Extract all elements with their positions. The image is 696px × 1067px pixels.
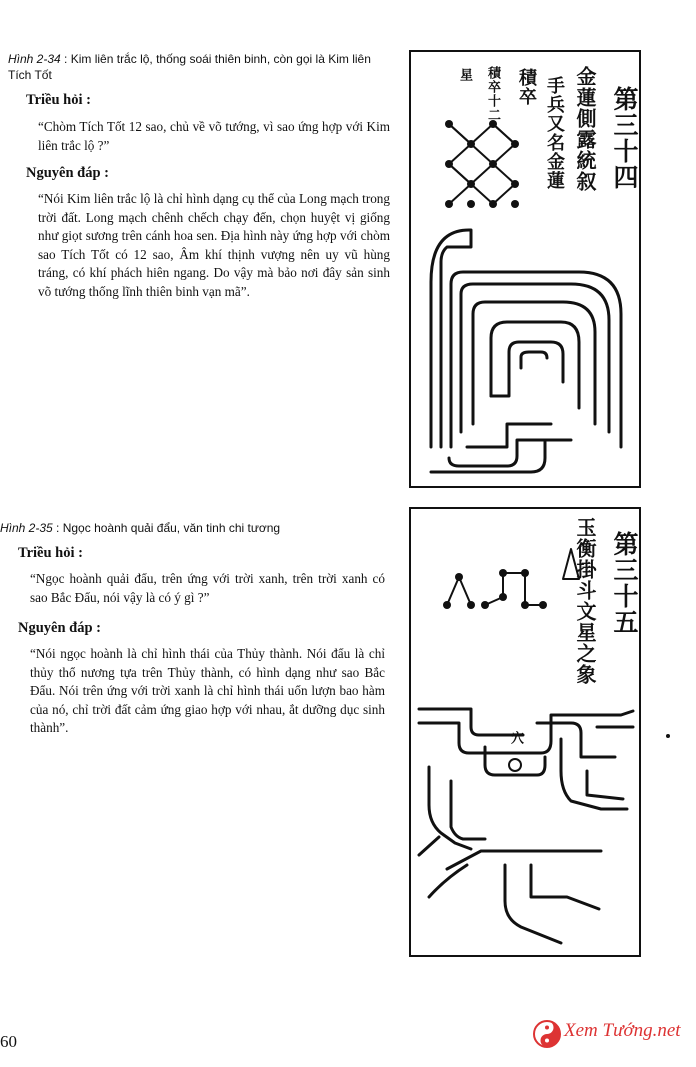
figure-caption-1 — [8, 51, 393, 83]
acupoint-label-2: 穴 — [508, 731, 523, 745]
vertical-title-2: 玉衡掛斗文星之象 — [573, 517, 597, 685]
vertical-title-1c: 積卒 — [516, 68, 537, 106]
site-logo — [530, 1012, 690, 1056]
figure-diagram-1 — [409, 50, 641, 488]
figure-caption-text-1: : Kim liên trắc lộ, thống soái thiên binh, còn gọi là Kim liên Tích Tốt — [8, 52, 371, 82]
page-number: 60 — [0, 1032, 17, 1051]
vertical-title-1b: 手兵又名金蓮 — [544, 76, 565, 190]
question-heading-2: Triều hỏi : — [18, 545, 83, 561]
question-text-2: “Ngọc hoành quải đẩu, trên ứng với trời xanh, trên trời xanh có sao Bắc Đẩu, nói vậy là có ý gì ?” — [30, 571, 385, 605]
site-logo-text: Xem Tướng.net — [564, 1020, 681, 1041]
star-label-1: 星 — [457, 68, 472, 82]
figure-caption-2 — [0, 520, 380, 536]
figure-diagram-2 — [409, 507, 641, 957]
landform-drawing-1 — [411, 52, 639, 486]
question-heading-1: Triều hỏi : — [26, 92, 91, 108]
yin-yang-icon — [532, 1019, 562, 1049]
landform-drawing-2 — [411, 509, 639, 955]
vertical-title-1a: 金蓮側露統叙 — [573, 66, 597, 192]
figure-caption-text-2: : Ngọc hoành quải đẩu, văn tinh chi tương — [56, 521, 281, 535]
figure-label-2: Hình 2-35 — [0, 521, 53, 535]
question-text-1: “Chòm Tích Tốt 12 sao, chủ về võ tướng, vì sao ứng hợp với Kim liên trắc lộ ?” — [38, 119, 390, 153]
answer-heading-2: Nguyên đáp : — [18, 620, 101, 636]
scan-speck — [666, 734, 670, 738]
figure-label-1: Hình 2-34 — [8, 52, 61, 66]
answer-text-2: “Nói ngọc hoành là chỉ hình thái của Thủy thành. Nói đẩu là chỉ thủy thổ nương tựa trên Thủy thành, có hình dạng như sao Bắc Đẩu. Nói trên ứng với trời xanh là chỉ hình thái uốn lượn bao hàm của nó, chỉ trời đất cảm ứng giao hợp với nhau, ắt dưỡng dục sinh thành”. — [30, 646, 385, 736]
answer-heading-1: Nguyên đáp : — [26, 165, 109, 181]
star-label-small-1: 積卒十二 — [485, 66, 500, 122]
answer-text-1: “Nói Kim liên trắc lộ là chỉ hình dạng cụ thể của Long mạch trong trời đất. Long mạch chênh chếch chạy đến, chọn huyệt vị giống như giọt sương trên cánh hoa sen. Địa hình này ứng hợp với chòm sao Tích Tốt có 12 sao, Âm khí thịnh vượng nên uy vũ hùng tráng, có khí phách hiên ngang. Do vậy mà bảo nơi đây sản sinh võ tướng thống lĩnh thiên binh vạn mã”. — [38, 191, 390, 299]
chapter-title-34: 第三十四 — [610, 86, 639, 190]
chapter-title-35: 第三十五 — [610, 531, 639, 635]
